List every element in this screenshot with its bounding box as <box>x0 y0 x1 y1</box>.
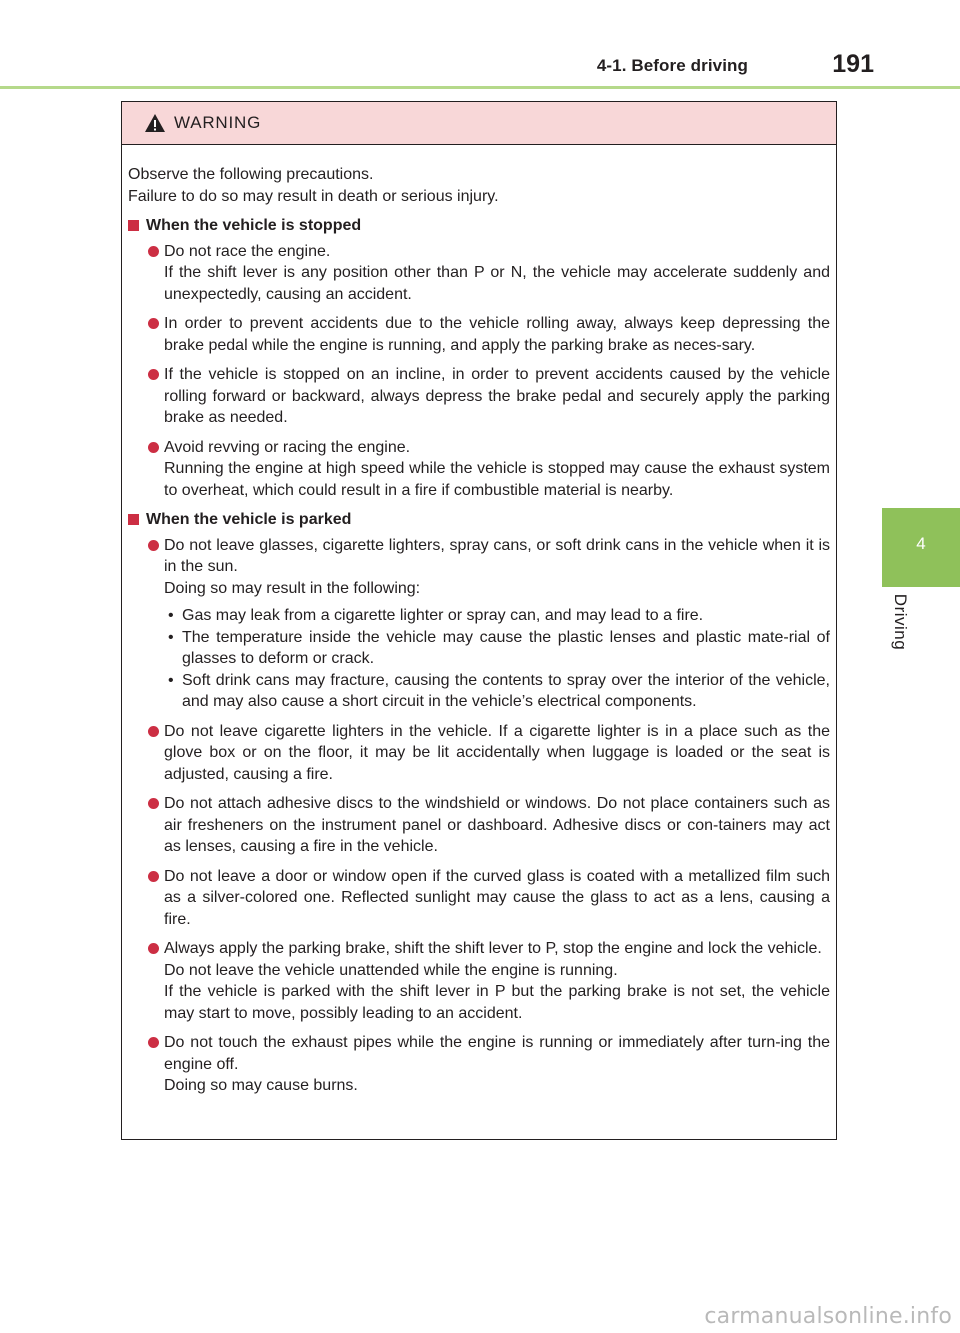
sub-list-item <box>164 670 830 713</box>
watermark: carmanualsonline.info <box>704 1304 952 1329</box>
square-bullet-icon <box>128 514 139 525</box>
round-bullet-icon <box>148 726 159 737</box>
section-heading <box>128 509 830 531</box>
item-line: If the vehicle is parked with the shift lever in P but the parking brake is not set, the vehicle may start to move, possibly leading to an accident. <box>164 983 830 1022</box>
sub-list-text: Gas may leak from a cigarette lighter or spray can, and may lead to a fire. <box>182 607 704 624</box>
item-line: Doing so may result in the following: <box>164 579 421 597</box>
round-bullet-icon <box>148 442 159 453</box>
warning-item <box>128 721 830 786</box>
sub-list-item <box>164 605 830 627</box>
round-bullet-icon <box>148 871 159 882</box>
item-line: Do not leave cigarette lighters in the vehicle. If a cigarette lighter is in a place such as the glove box or on the floor, it may be lit accidentally when luggage is loaded or the seat is adjusted, causing a fire. <box>164 722 830 783</box>
item-line: Always apply the parking brake, shift the shift lever to P, stop the engine and lock the vehicle. <box>164 940 822 957</box>
item-line: If the vehicle is stopped on an incline, in order to prevent accidents caused by the vehicle rolling forward or backward, always depress the brake pedal and securely apply the parking brake as needed. <box>164 366 830 426</box>
item-line: If the shift lever is any position other than P or N, the vehicle may accelerate suddenly and unexpectedly, causing an accident. <box>164 264 830 303</box>
chapter-tab <box>882 508 960 587</box>
warning-header <box>122 102 836 145</box>
item-line: Do not touch the exhaust pipes while the engine is running or immediately after turn-ing the engine off. <box>164 1034 830 1073</box>
round-bullet-icon <box>148 540 159 551</box>
round-bullet-icon <box>148 798 159 809</box>
warning-triangle-icon <box>144 113 166 133</box>
section-title: 4-1. Before driving <box>596 56 748 75</box>
item-line: Running the engine at high speed while the vehicle is stopped may cause the exhaust system to overheat, which could result in a fire if combustible material is nearby. <box>164 460 830 499</box>
warning-item <box>128 437 830 502</box>
round-bullet-icon <box>148 943 159 954</box>
sub-list-text: The temperature inside the vehicle may cause the plastic lenses and plastic mate-rial of glasses to deform or crack. <box>182 628 830 667</box>
page-number: 191 <box>832 50 874 78</box>
round-bullet-icon <box>148 369 159 380</box>
square-bullet-icon <box>128 220 139 231</box>
header-rule <box>0 86 960 89</box>
section-heading-text: When the vehicle is parked <box>146 511 352 528</box>
sub-list <box>164 605 830 713</box>
item-line: Avoid revving or racing the engine. <box>164 438 411 456</box>
warning-item <box>128 866 830 931</box>
dot-bullet-icon: • <box>168 628 174 646</box>
item-line: Do not leave a door or window open if the curved glass is coated with a metallized film such as a silver-colored one. Reflected sunlight may cause the glass to act as a lens, causing a fire. <box>164 867 830 928</box>
sub-list-item <box>164 627 830 670</box>
warning-item <box>128 364 830 429</box>
dot-bullet-icon: • <box>168 671 174 689</box>
warning-item <box>128 938 830 1024</box>
sub-list-text: Soft drink cans may fracture, causing the contents to spray over the interior of the vehicle, and may also cause a short circuit in the vehicle’s electrical components. <box>182 671 830 710</box>
item-line: Doing so may cause burns. <box>164 1077 358 1094</box>
intro-line: Failure to do so may result in death or serious injury. <box>128 187 499 205</box>
warning-item <box>128 793 830 858</box>
dot-bullet-icon: • <box>168 607 174 624</box>
warning-intro <box>128 164 830 207</box>
warning-body <box>122 145 836 1097</box>
round-bullet-icon <box>148 246 159 257</box>
item-line: Do not leave the vehicle unattended while the engine is running. <box>164 961 618 979</box>
chapter-label: Driving <box>891 593 910 651</box>
warning-item <box>128 313 830 356</box>
chapter-number: 4 <box>916 534 926 553</box>
round-bullet-icon <box>148 318 159 329</box>
section-heading-text: When the vehicle is stopped <box>146 217 362 234</box>
warning-item <box>128 1032 830 1097</box>
warning-item <box>128 241 830 306</box>
warning-title: WARNING <box>174 113 262 132</box>
item-line: Do not leave glasses, cigarette lighters, spray cans, or soft drink cans in the vehicle when it is in the sun. <box>164 536 830 575</box>
item-line: Do not race the engine. <box>164 242 331 260</box>
warning-item <box>128 535 830 713</box>
warning-box <box>121 101 837 1140</box>
round-bullet-icon <box>148 1037 159 1048</box>
section-heading <box>128 215 830 237</box>
intro-line: Observe the following precautions. <box>128 166 374 183</box>
item-line: Do not attach adhesive discs to the windshield or windows. Do not place containers such as air fresheners on the instrument panel or dashboard. Adhesive discs or con-tainers may act as lenses, causing a fire in the vehicle. <box>164 795 830 855</box>
item-line: In order to prevent accidents due to the vehicle rolling away, always keep depressing the brake pedal while the engine is running, and apply the parking brake as neces-sary. <box>164 315 830 354</box>
